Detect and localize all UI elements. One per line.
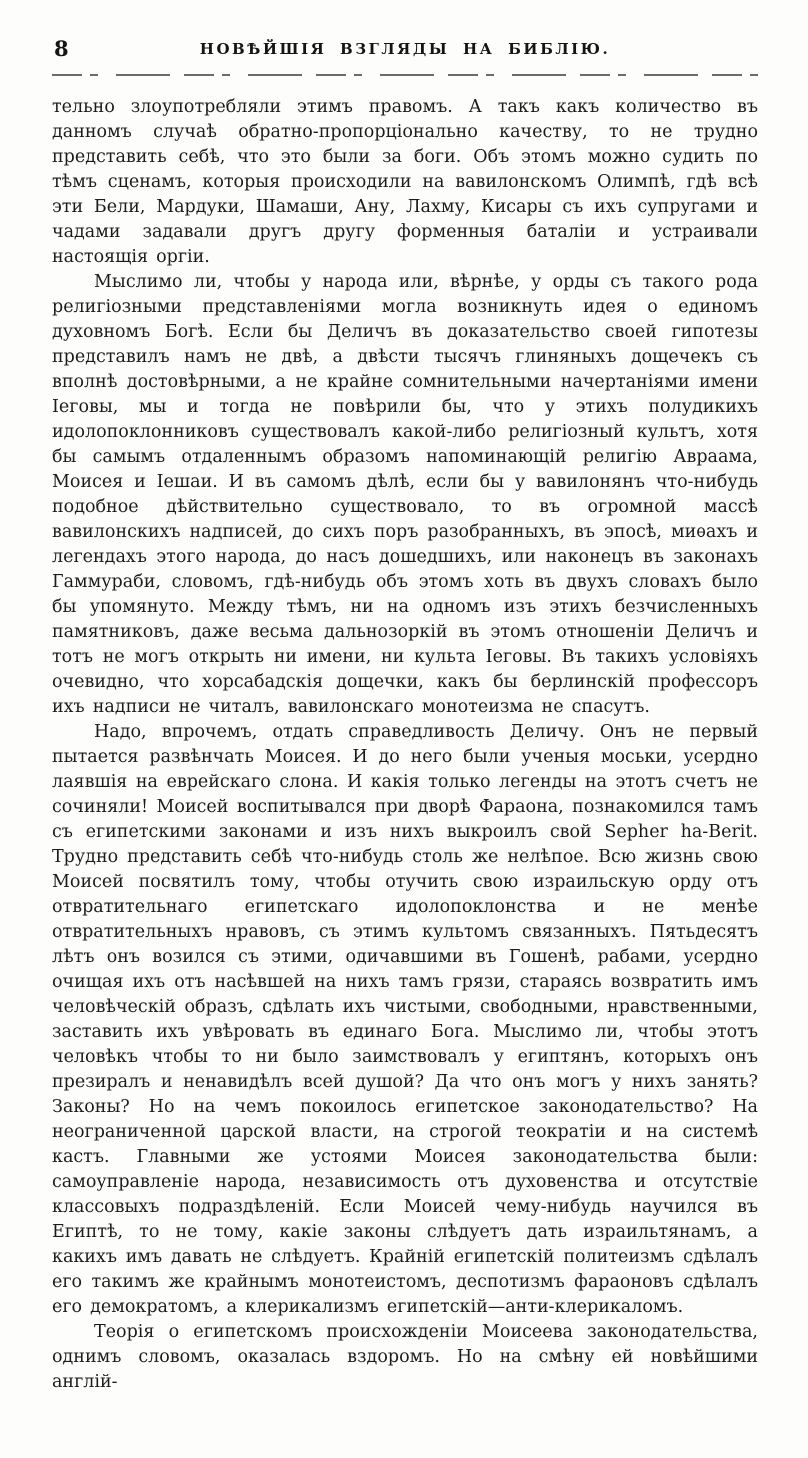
running-title: НОВѢЙШІЯ ВЗГЛЯДЫ НА БИБЛІЮ. xyxy=(199,40,611,58)
paragraph: Теорія о египетскомъ происхожденіи Моисеева законодательства, однимъ словомъ, оказалась вздоромъ. Но на смѣну ей новѣйшими англій- xyxy=(52,1322,758,1392)
page-header xyxy=(52,36,758,66)
page-number: 8 xyxy=(54,36,69,61)
paragraph: Надо, впрочемъ, отдать справедливость Деличу. Онъ не первый пытается развѣнчать Моисея. И до него были ученыя моськи, усердно лаявшія на еврейскаго слона. И какія только легенды на этотъ счетъ не сочиняли! Моисей воспитывался при дворѣ Фараона, познакомился тамъ съ египетскими законами и изъ нихъ выкроилъ свой Sepher ha-Berit. Трудно представить себѣ что-нибудь столь же нелѣпое. Всю жизнь свою Моисей посвятилъ тому, чтобы отучить свою израильскую орду отъ отвратительнаго египетскаго идолопоклонства и не менѣе отвратительныхъ нравовъ, съ этимъ культомъ связанныхъ. Пятьдесятъ лѣтъ онъ возился съ этими, одичавшими въ Гошенѣ, рабами, усердно очищая ихъ отъ насѣвшей на нихъ тамъ грязи, стараясь возвратить имъ человѣческій образъ, сдѣлать ихъ чистыми, свободными, нравственными, заставить ихъ увѣровать въ единаго Бога. Мыслимо ли, чтобы этотъ человѣкъ чтобы то ни было заимствовалъ у египтянъ, которыхъ онъ презиралъ и ненавидѣлъ всей душой? Да что онъ могъ у нихъ занять? Законы? Но на чемъ покоилось египетское законодательство? На неограниченной царской власти, на строгой теократіи и на системѣ кастъ. Главными же устоями Моисея законодательства были: самоуправленіе народа, независимость отъ духовенства и отсутствіе классовыхъ подраздѣленій. Если Моисей чему-нибудь научился въ Египтѣ, то не тому, какіе законы слѣдуетъ дать израильтянамъ, а какихъ имъ давать не слѣдуетъ. Крайній египетскій политеизмъ сдѣлалъ его такимъ же крайнымъ монотеистомъ, деспотизмъ фараоновъ сдѣлалъ его демократомъ, а клерикализмъ египетскій—анти-клерикаломъ. xyxy=(52,722,758,1317)
page-body xyxy=(52,95,758,1395)
paragraph: Мыслимо ли, чтобы у народа или, вѣрнѣе, у орды съ такого рода религіозными представленіями могла возникнуть идея о единомъ духовномъ Богѣ. Если бы Деличъ въ доказательство своей гипотезы представилъ намъ не двѣ, а двѣсти тысячъ глиняныхъ дощечекъ съ вполнѣ достовѣрными, а не крайне сомнительными начертаніями имени Іеговы, мы и тогда не повѣрили бы, что у этихъ полудикихъ идолопоклонниковъ существовалъ какой-либо религіозный культъ, хотя бы самымъ отдаленнымъ образомъ напоминающій религію Авраама, Моисея и Іешаи. И въ самомъ дѣлѣ, если бы у вавилонянъ что-нибудь подобное дѣйствительно существовало, то въ огромной массѣ вавилонскихъ надписей, до сихъ поръ разобранныхъ, въ эпосѣ, миѳахъ и легендахъ этого народа, до насъ дошедшихъ, или наконецъ въ законахъ Гаммураби, словомъ, гдѣ-нибудь объ этомъ хоть въ двухъ словахъ было бы упомянуто. Между тѣмъ, ни на одномъ изъ этихъ безчисленныхъ памятниковъ, даже весьма дальнозоркій въ этомъ отношеніи Деличъ и тотъ не могъ открыть ни имени, ни культа Іеговы. Въ такихъ условіяхъ очевидно, что хорсабадскія дощечки, какъ бы берлинскій профессоръ ихъ надписи не читалъ, вавилонскаго монотеизма не спасутъ. xyxy=(52,272,758,717)
paragraph-continuation: тельно злоупотребляли этимъ правомъ. А такъ какъ количество въ данномъ случаѣ обратно-пропорціонально качеству, то не трудно представить себѣ, что это были за боги. Объ этомъ можно судить по тѣмъ сценамъ, которыя происходили на вавилонскомъ Олимпѣ, гдѣ всѣ эти Бели, Мардуки, Шамаши, Ану, Лахму, Кисары съ ихъ супругами и чадами задавали другъ другу форменныя баталіи и устраивали настоящія оргіи. xyxy=(52,97,758,267)
header-rule xyxy=(52,74,758,76)
